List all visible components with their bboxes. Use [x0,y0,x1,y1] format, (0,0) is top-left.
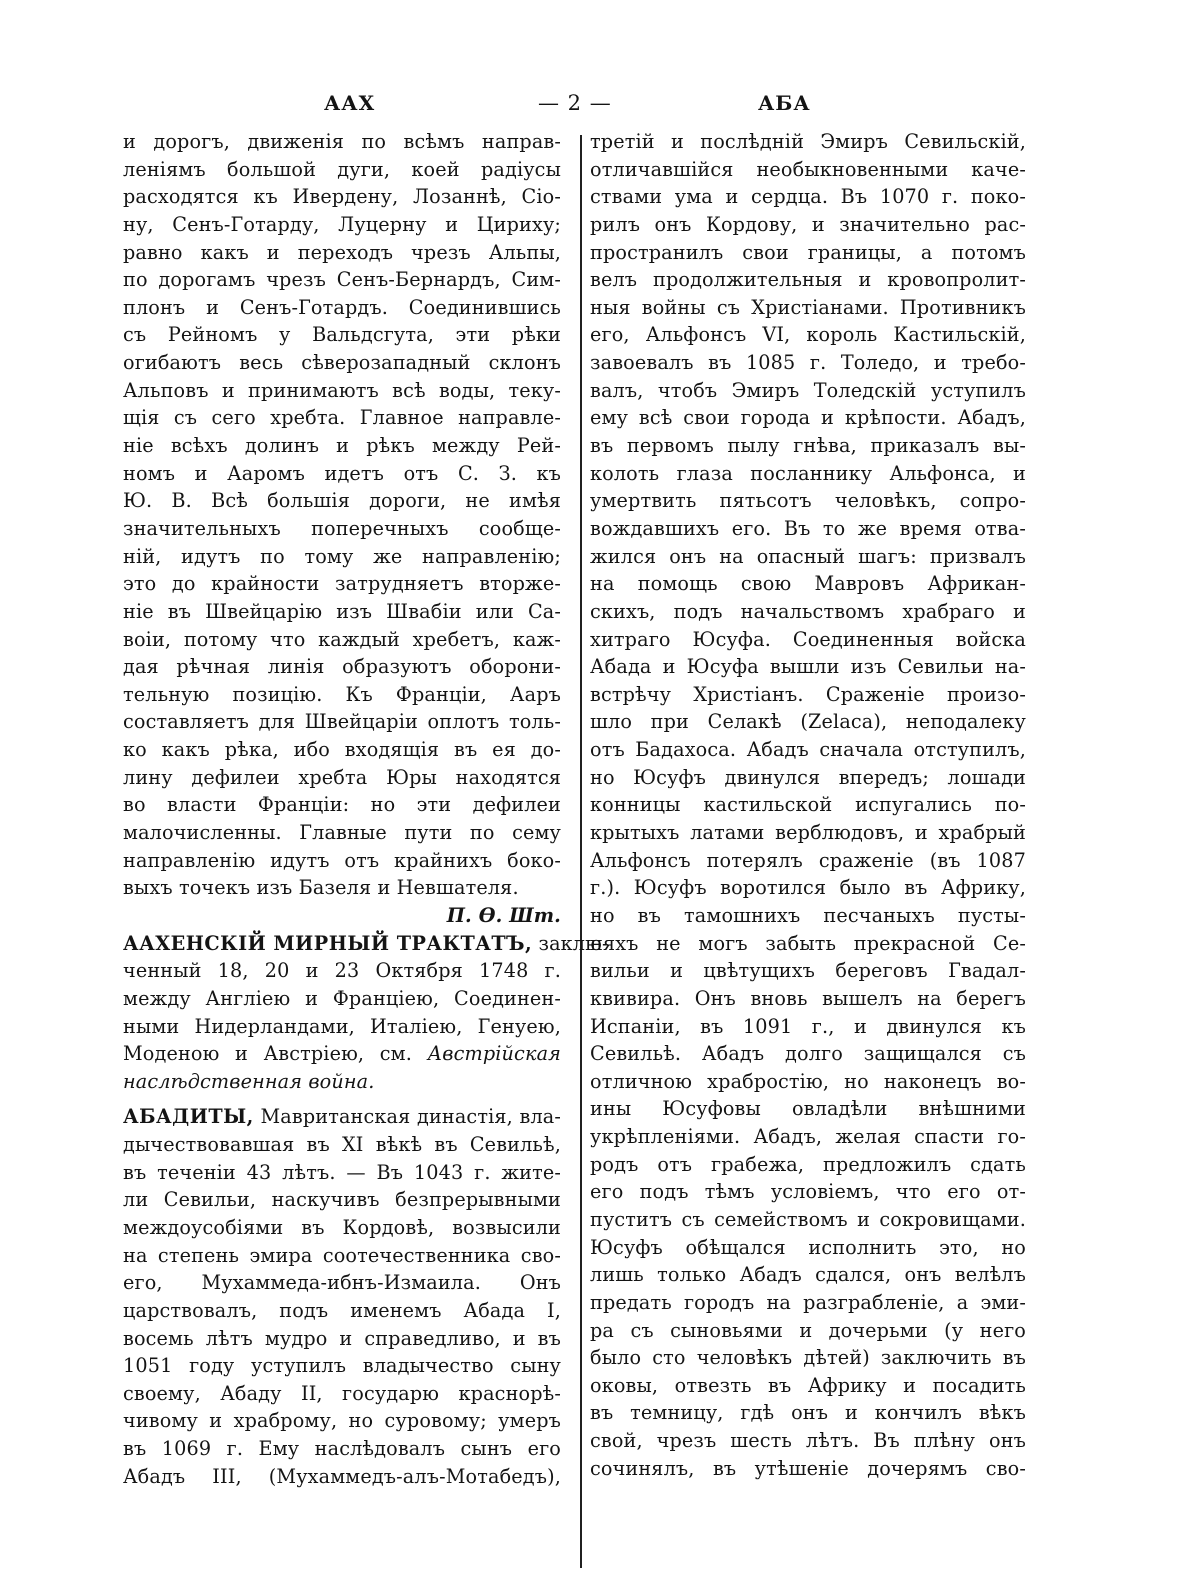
text-line: велъ продолжительныя и кровопролит- [590,268,1026,292]
text-line: Севильѣ. Абадъ долго защищался съ [590,1042,1026,1066]
entry-abadity-first-line: АБАДИТЫ, Мавританская династія, вла- [123,1105,562,1129]
right-column-text [590,128,1026,1482]
text-line: дая рѣчная линія образуютъ оборони- [123,655,561,679]
text-line: родъ отъ грабежа, предложилъ сдать [590,1152,1026,1176]
text-line: Альфонсъ потерялъ сраженіе (въ 1087 [590,848,1026,872]
text-line: хитраго Юсуфа. Соединенныя войска [590,627,1026,651]
text-line: шло при Селакѣ (Zelaca), неподалеку [590,710,1026,734]
text-line: воіи, потому что каждый хребетъ, каж- [123,627,561,651]
text-line: оковы, отвезть въ Африку и посадить [590,1373,1026,1397]
text-line: своему, Абаду II, государю краснорѣ- [123,1381,561,1405]
text-line: г.). Юсуфъ воротился было въ Африку, [590,876,1026,900]
text-line: встрѣчу Христіанъ. Сраженіе произо- [590,682,1026,706]
text-line: свой, чрезъ шесть лѣтъ. Въ плѣну онъ [590,1429,1026,1453]
text-line: значительныхъ поперечныхъ сообще- [123,516,561,540]
page-number: — 2 — [538,91,612,115]
text-line: укрѣпленіями. Абадъ, желая спасти го- [590,1125,1026,1149]
text-line: ины Юсуфовы овладѣли внѣшними [590,1097,1026,1121]
text-line: восемь лѣтъ мудро и справедливо, и въ [123,1326,561,1350]
text-line: завоевалъ въ 1085 г. Толедо, и требо- [590,351,1026,375]
text-line: ли Севильи, наскучивъ безпрерывными [123,1188,561,1212]
text-line: равно какъ и переходъ чрезъ Альпы, [123,240,561,264]
text-line: Испаніи, въ 1091 г., и двинулся къ [590,1014,1026,1038]
text-line: отличавшійся необыкновенными каче- [590,157,1026,181]
text-line: было сто человѣкъ дѣтей) заключить въ [590,1346,1026,1370]
text-line: ра съ сыновьями и дочерьми (у него [590,1318,1026,1342]
text-line: третій и послѣдній Эмиръ Севильскій, [590,130,1026,153]
text-line: дычествовавшая въ XI вѣкѣ въ Севильѣ, [123,1133,561,1157]
text-line: въ теченіи 43 лѣтъ. — Въ 1043 г. жите- [123,1160,561,1184]
text-line: ко какъ рѣка, ибо входящія въ ея до- [123,738,561,762]
text-line: Альповъ и принимаютъ всѣ воды, теку- [123,378,561,402]
author-signature: П. Ѳ. Шт. [446,903,561,927]
text-line: съ Рейномъ у Вальдсгута, эти рѣки [123,323,561,347]
text-line: это до крайности затрудняетъ вторже- [123,572,561,596]
text-line: царствовалъ, подъ именемъ Абада I, [123,1298,561,1322]
text-line: пространилъ свои границы, а потомъ [590,240,1026,264]
text-line: выхъ точекъ изъ Базеля и Невшателя. [123,876,519,900]
text-line: 1051 году уступилъ владычество сыну [123,1354,561,1378]
text-line: расходятся къ Ивердену, Лозаннѣ, Сіо- [123,185,561,209]
text-line: няхъ не могъ забыть прекрасной Се- [590,931,1026,955]
running-head-right: АБА [758,91,811,115]
text-line: Абада и Юсуфа вышли изъ Севильи на- [590,655,1026,679]
text-line: рилъ онъ Кордову, и значительно рас- [590,212,1026,236]
text-line: отличною храбростію, но наконецъ во- [590,1069,1026,1093]
column-divider [580,135,582,1568]
text-line: Абадъ III, (Мухаммедъ-алъ-Мотабедъ), [123,1464,561,1488]
left-column-text [123,128,561,902]
text-line: ніе въ Швейцарію изъ Швабіи или Са- [123,599,561,623]
text-line: огибаютъ весь сѣверозападный склонъ [123,351,561,375]
text-line: на помощь свою Мавровъ Африкан- [590,572,1026,596]
text-line: его, Мухаммеда-ибнъ-Измаила. Онъ [123,1271,561,1295]
text-line: квивира. Онъ вновь вышелъ на берегъ [590,986,1026,1010]
text-line: Юсуфъ обѣщался исполнить это, но [590,1235,1026,1259]
text-line: предать городъ на разграбленіе, а эми- [590,1290,1026,1314]
text-line: ній, идутъ по тому же направленію; [123,544,561,568]
text-line: въ первомъ пылу гнѣва, приказалъ вы- [590,434,1026,458]
text-line: вильи и цвѣтущихъ береговъ Гвадал- [590,959,1026,983]
cross-reference-continued: наслѣдственная война. [123,1069,375,1093]
text-line: пуститъ съ семействомъ и сокровищами. [590,1207,1026,1231]
text-line: ныя войны съ Христіанами. Противникъ [590,295,1026,319]
text-line: между Англіею и Франціею, Соединен- [123,986,561,1010]
text-line: его подъ тѣмъ условіемъ, что его от- [590,1180,1026,1204]
headword-aachen-treaty: ААХЕНСКІЙ МИРНЫЙ ТРАКТАТЪ, [123,931,533,955]
text-line: леніямъ большой дуги, коей радіусы [123,157,561,181]
entry-aachen-first-line: ААХЕНСКІЙ МИРНЫЙ ТРАКТАТЪ, заклю- [123,931,609,955]
text-line: щія съ сего хребта. Главное направле- [123,406,561,430]
cross-reference: Австрійская [427,1042,562,1066]
text-line: тельную позицію. Къ Франціи, Ааръ [123,682,561,706]
text-line: ствами ума и сердца. Въ 1070 г. поко- [590,185,1026,209]
text-line: лину дефилеи хребта Юры находятся [123,765,561,789]
text-line: жился онъ на опасный шагъ: призвалъ [590,544,1026,568]
text-line: ніе всѣхъ долинъ и рѣкъ между Рей- [123,434,561,458]
text-line: ченный 18, 20 и 23 Октября 1748 г. [123,959,561,983]
text-line: ными Нидерландами, Италіею, Генуею, [123,1014,561,1038]
text-line: въ 1069 г. Ему наслѣдовалъ сынъ его [123,1437,561,1461]
text-line: его, Альфонсъ VI, король Кастильскій, [590,323,1026,347]
text-line: направленію идутъ отъ крайнихъ боко- [123,848,561,872]
right-column [590,128,1026,1482]
text-line: во власти Франціи: но эти дефилеи [123,793,561,817]
text-line: вождавшихъ его. Въ то же время отва- [590,516,1026,540]
text-line: крытыхъ латами верблюдовъ, и храбрый [590,821,1026,845]
text-line: колоть глаза посланнику Альфонса, и [590,461,1026,485]
entry-aachen-body [123,957,561,1040]
text-line: по дорогамъ чрезъ Сенъ-Бернардъ, Сим- [123,268,561,292]
text-line: составляетъ для Швейцаріи оплотъ толь- [123,710,561,734]
text-line: малочисленны. Главные пути по сему [123,821,561,845]
left-column [123,128,609,1490]
text-line: на степень эмира соотечественника сво- [123,1243,561,1267]
text-line: но Юсуфъ двинулся впередъ; лошади [590,765,1026,789]
text-line: валъ, чтобъ Эмиръ Толедскій уступилъ [590,378,1026,402]
headword-abadity: АБАДИТЫ, [123,1105,254,1129]
text-line: ему всѣ свои города и крѣпости. Абадъ, [590,406,1026,430]
text-line: но въ тамошнихъ песчаныхъ пусты- [590,903,1026,927]
text-line: и дорогъ, движенія по всѣмъ направ- [123,130,561,153]
text-line: сочинялъ, въ утѣшеніе дочерямъ сво- [590,1456,1026,1480]
text-line: ну, Сенъ-Готарду, Луцерну и Цириху; [123,212,561,236]
text-line: Ю. В. Всѣ большія дороги, не имѣя [123,489,561,513]
text-line: въ темницу, гдѣ онъ и кончилъ вѣкъ [590,1401,1026,1425]
text-line: чивому и храброму, но суровому; умеръ [123,1409,561,1433]
text-line: умертвить пятьсотъ человѣкъ, сопро- [590,489,1026,513]
text-line: номъ и Ааромъ идетъ отъ С. З. къ [123,461,561,485]
running-head-left: ААХ [324,91,376,115]
text-line: отъ Бадахоса. Абадъ сначала отступилъ, [590,738,1026,762]
text-line: плонъ и Сенъ-Готардъ. Соединившись [123,295,561,319]
text-line: скихъ, подъ начальствомъ храбраго и [590,599,1026,623]
entry-aachen-crossref-line: Моденою и Австріею, см. Австрійская [123,1042,562,1066]
text-line: лишь только Абадъ сдался, онъ велѣлъ [590,1263,1026,1287]
text-line: конницы кастильской испугались по- [590,793,1026,817]
text-line: междоусобіями въ Кордовѣ, возвысили [123,1215,561,1239]
entry-abadity-body [123,1131,561,1490]
